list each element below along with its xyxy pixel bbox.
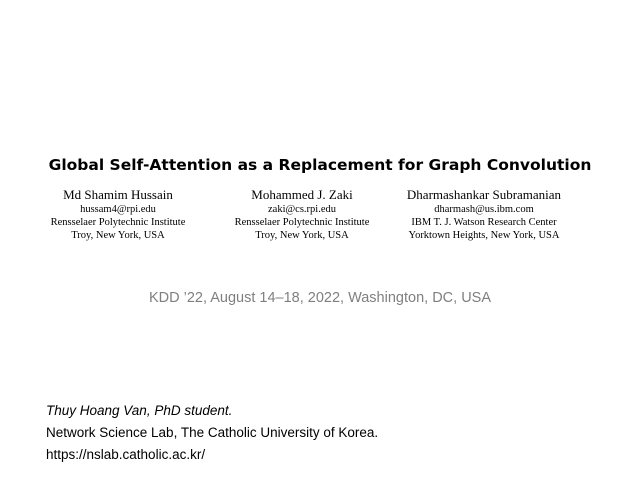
author-name: Dharmashankar Subramanian: [406, 187, 562, 202]
author-block-1: [38, 187, 198, 242]
author-name: Mohammed J. Zaki: [251, 187, 353, 202]
author-location: Yorktown Heights, New York, USA: [408, 230, 560, 241]
venue-line: KDD ’22, August 14–18, 2022, Washington, DC, USA: [148, 290, 492, 306]
author-affiliation: Rensselaer Polytechnic Institute: [234, 217, 370, 228]
author-location: Troy, New York, USA: [255, 230, 349, 241]
author-name: Md Shamim Hussain: [63, 187, 173, 202]
author-email: dharmash@us.ibm.com: [434, 204, 534, 215]
author-email: zaki@cs.rpi.edu: [268, 204, 336, 215]
paper-title: Global Self-Attention as a Replacement for Graph Convolution: [48, 156, 592, 174]
presenter-lab: Network Science Lab, The Catholic University of Korea.: [46, 425, 379, 440]
author-location: Troy, New York, USA: [71, 230, 165, 241]
author-block-3: [394, 187, 574, 242]
author-affiliation: IBM T. J. Watson Research Center: [411, 217, 557, 228]
presenter-url[interactable]: https://nslab.catholic.ac.kr/: [46, 447, 206, 462]
author-affiliation: Rensselaer Polytechnic Institute: [50, 217, 186, 228]
presenter-name: Thuy Hoang Van, PhD student.: [46, 403, 233, 418]
author-email: hussam4@rpi.edu: [80, 204, 156, 215]
presenter-block: [46, 400, 378, 466]
author-block-2: [222, 187, 382, 242]
